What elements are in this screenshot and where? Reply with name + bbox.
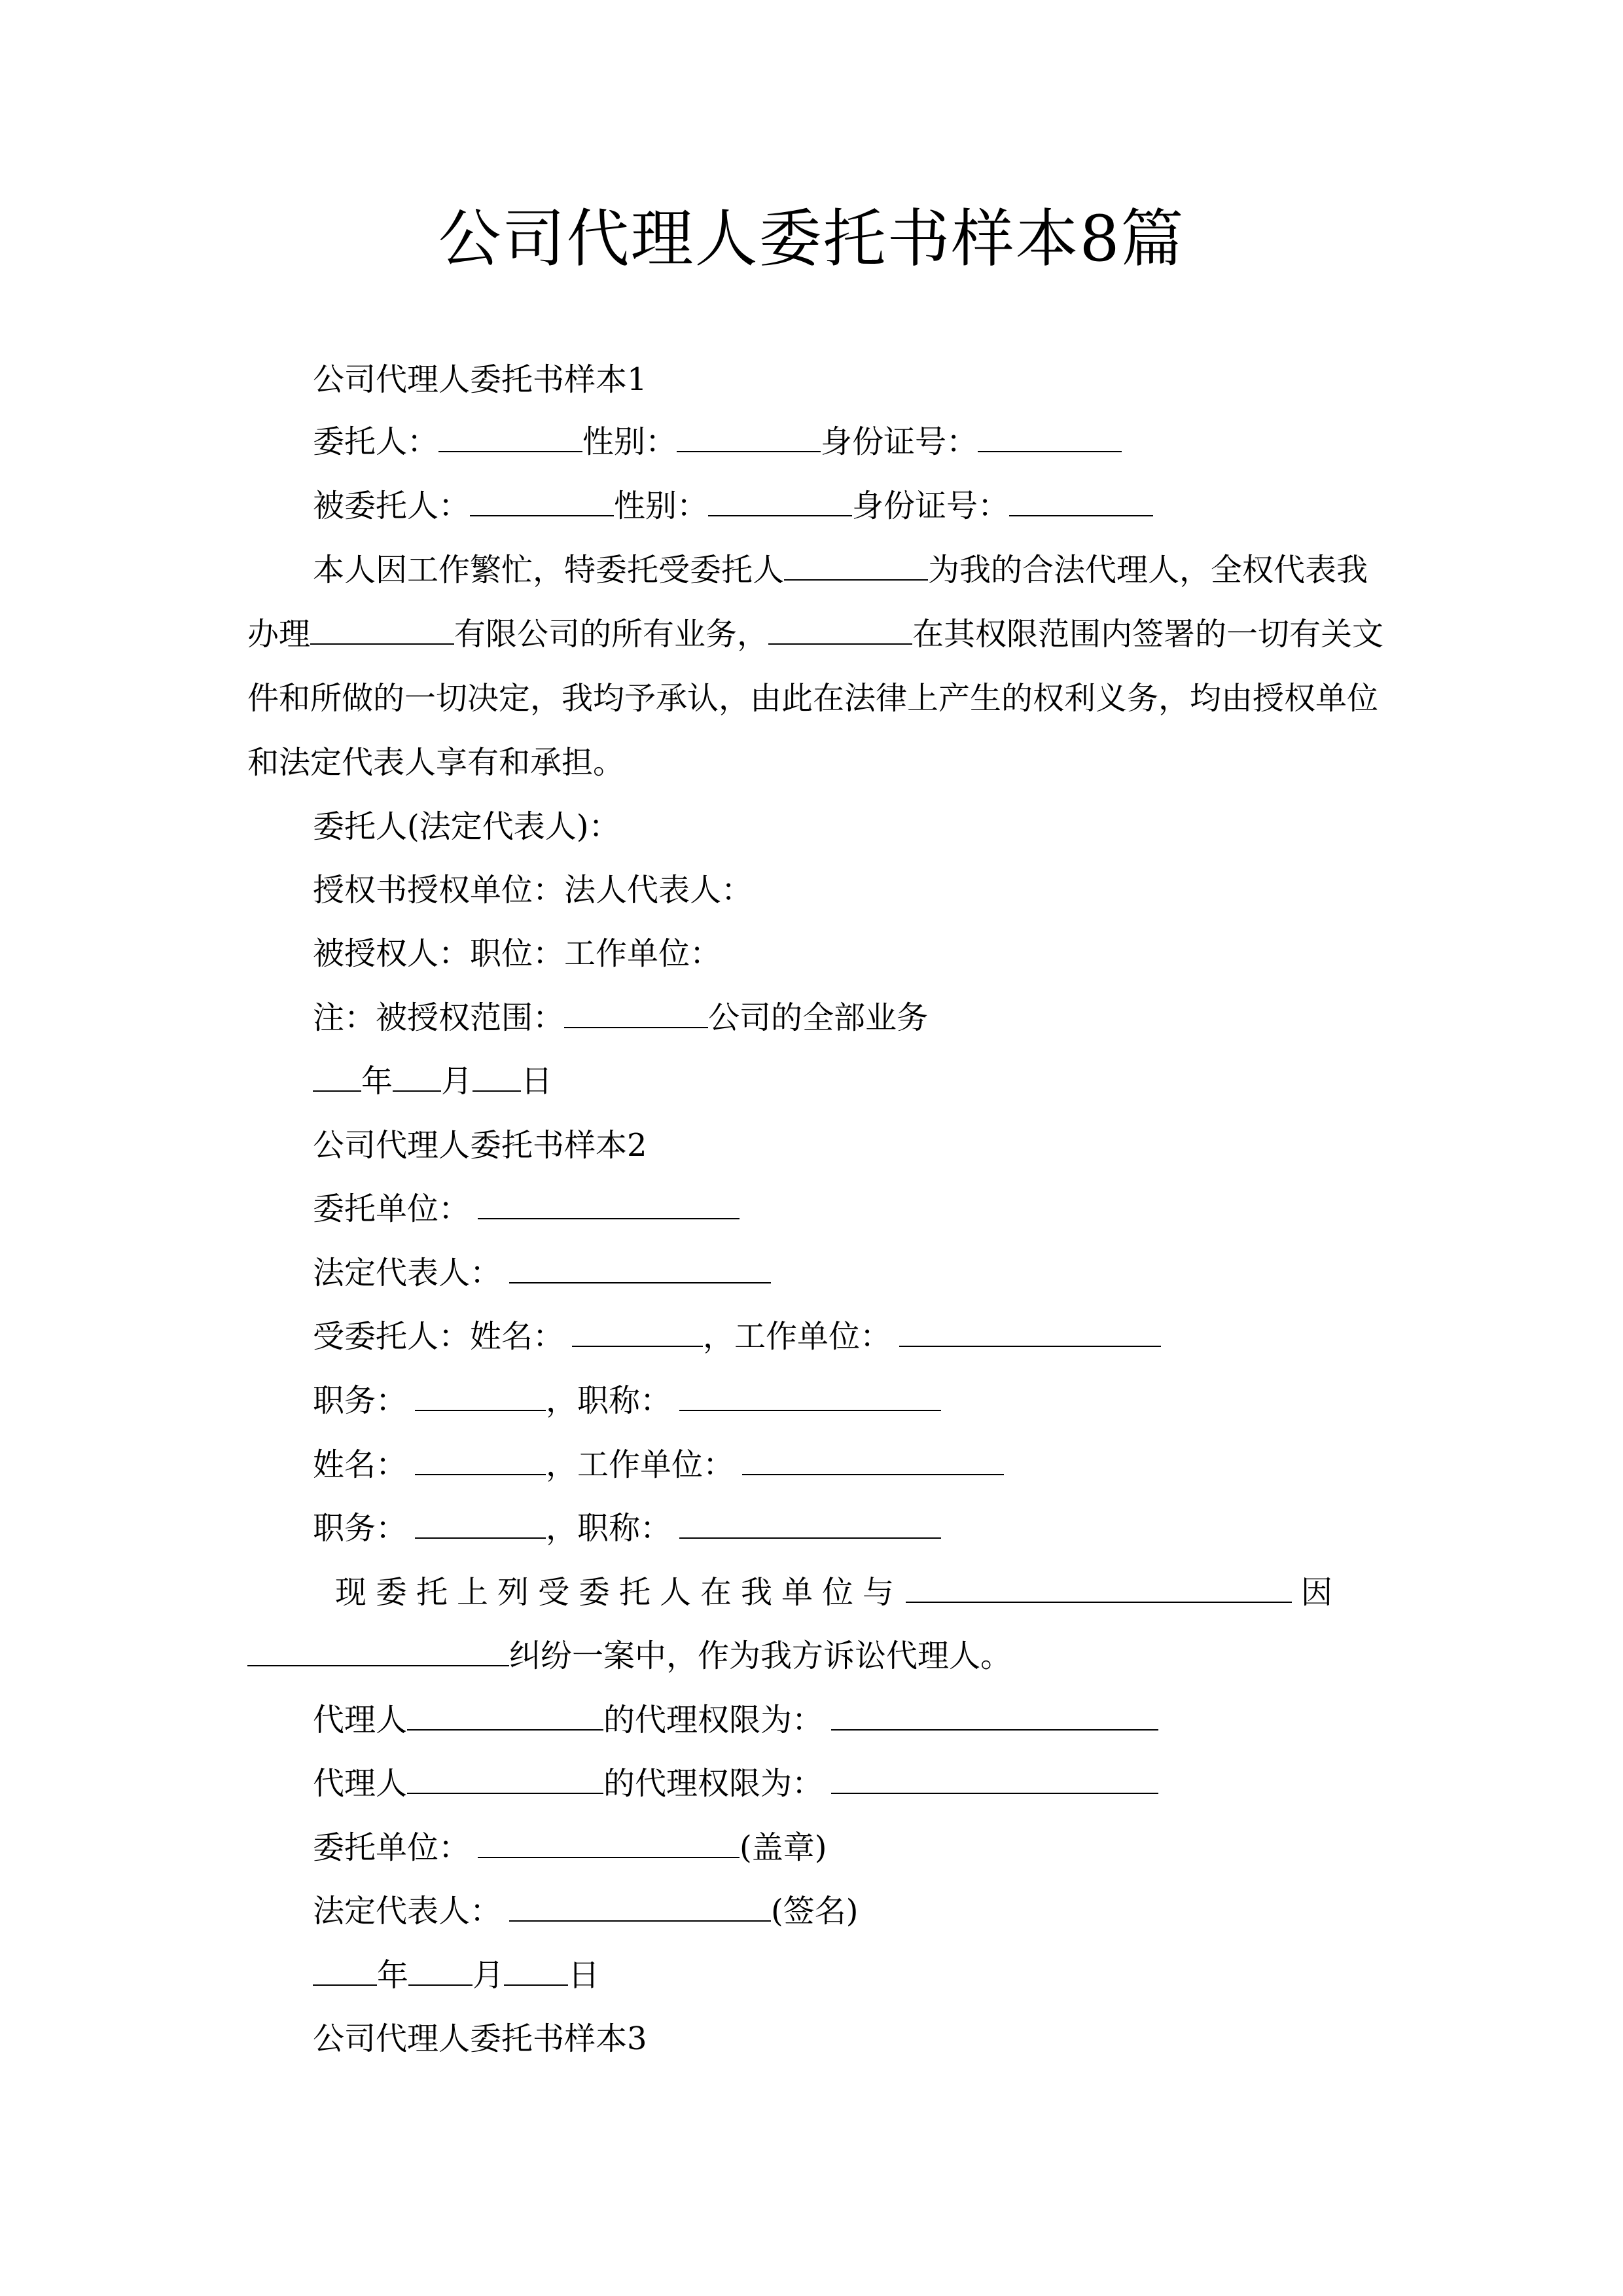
principal-legal-line: 委托人(法定代表人)： — [313, 808, 620, 845]
trustee2-line: 姓名： ，工作单位： — [313, 1442, 1004, 1488]
scope-blank[interactable] — [564, 1001, 708, 1028]
agent1-limit-blank[interactable] — [831, 1703, 1158, 1731]
date-line-1: 年 月 日 — [313, 1058, 552, 1104]
dispute-blank[interactable] — [247, 1639, 509, 1666]
section-heading-sample-1: 公司代理人委托书样本1 — [313, 361, 647, 398]
agent-limit-line-2: 代理人 的代理权限为： — [313, 1761, 1158, 1806]
trustee1-line: 受委托人：姓名： ，工作单位： — [313, 1314, 1161, 1359]
sign-blank[interactable] — [509, 1894, 771, 1922]
agent2-blank[interactable] — [407, 1767, 603, 1794]
agent-gender-label: 性别： — [614, 488, 709, 524]
company-blank[interactable] — [310, 617, 454, 645]
seal-blank[interactable] — [478, 1831, 740, 1858]
principal-line — [313, 419, 1122, 465]
principal-blank[interactable] — [438, 425, 582, 452]
gender-label: 性别： — [582, 423, 677, 460]
duty2-line: 职务： ，职称： — [313, 1505, 941, 1551]
trustee2-unit-blank[interactable] — [742, 1448, 1004, 1475]
legal-rep-line: 法定代表人： — [313, 1250, 771, 1296]
agent-id-blank[interactable] — [1009, 489, 1153, 516]
agent-id-label: 身份证号： — [852, 488, 1010, 524]
authorized-person-line: 被授权人：职位：工作单位： — [313, 935, 722, 972]
title1-blank[interactable] — [679, 1384, 941, 1411]
duty2-blank[interactable] — [415, 1511, 546, 1539]
gender-blank[interactable] — [677, 425, 821, 452]
agent2-limit-blank[interactable] — [831, 1767, 1158, 1794]
year-blank[interactable] — [313, 1064, 361, 1092]
agent-label: 被委托人： — [313, 488, 471, 524]
section-heading-sample-2: 公司代理人委托书样本2 — [313, 1127, 647, 1164]
agent-limit-line-1: 代理人 的代理权限为： — [313, 1697, 1158, 1743]
entrusting-unit-blank[interactable] — [478, 1192, 740, 1219]
authorization-paragraph: 本人因工作繁忙，特委托受委托人 为我的合法代理人，全权代表我办理 有限公司的所有业务， 在其权限范围内签署的一切有关文件和所做的一切决定，我均予承认，由此在法律上产生的权利义务，均由授权单位和法定代表人享有和承担。 — [247, 552, 1384, 781]
trustee-blank[interactable] — [784, 553, 928, 581]
id-blank[interactable] — [978, 425, 1122, 452]
month-blank[interactable] — [393, 1064, 441, 1092]
scope-note-line: 注：被授权范围： 公司的全部业务 — [313, 999, 929, 1036]
principal-label: 委托人： — [313, 423, 439, 460]
trustee2-name-blank[interactable] — [415, 1448, 546, 1475]
entrusting-unit-line: 委托单位： — [313, 1186, 740, 1232]
agent-line — [313, 483, 1153, 529]
section-heading-sample-3: 公司代理人委托书样本3 — [313, 2020, 647, 2057]
agent-blank[interactable] — [470, 489, 614, 516]
date-line-2: 年 月 日 — [313, 1952, 599, 1998]
duty1-blank[interactable] — [415, 1384, 546, 1411]
auth-unit-line: 授权书授权单位：法人代表人： — [313, 872, 753, 908]
document-title: 公司代理人委托书样本8篇 — [438, 202, 1185, 276]
title2-blank[interactable] — [679, 1511, 941, 1539]
day-blank[interactable] — [473, 1064, 521, 1092]
year-blank-2[interactable] — [313, 1958, 377, 1986]
statement-line-1: 现委托上列受委托人在我单位与 因 — [335, 1574, 1333, 1611]
duty1-line: 职务： ，职称： — [313, 1378, 941, 1424]
day-blank-2[interactable] — [504, 1958, 568, 1986]
statement-line-2: 纠纷一案中，作为我方诉讼代理人。 — [247, 1633, 1012, 1679]
agent1-blank[interactable] — [407, 1703, 603, 1731]
trustee1-name-blank[interactable] — [572, 1319, 703, 1347]
legal-rep-blank[interactable] — [509, 1256, 771, 1283]
seal-line: 委托单位： (盖章) — [313, 1829, 827, 1866]
agent-gender-blank[interactable] — [708, 489, 852, 516]
opposing-party-blank[interactable] — [906, 1575, 1292, 1603]
id-label: 身份证号： — [821, 423, 978, 460]
sign-line: 法定代表人： (签名) — [313, 1893, 859, 1929]
trustee1-unit-blank[interactable] — [899, 1319, 1161, 1347]
month-blank-2[interactable] — [408, 1958, 473, 1986]
agent-name-blank[interactable] — [768, 617, 912, 645]
